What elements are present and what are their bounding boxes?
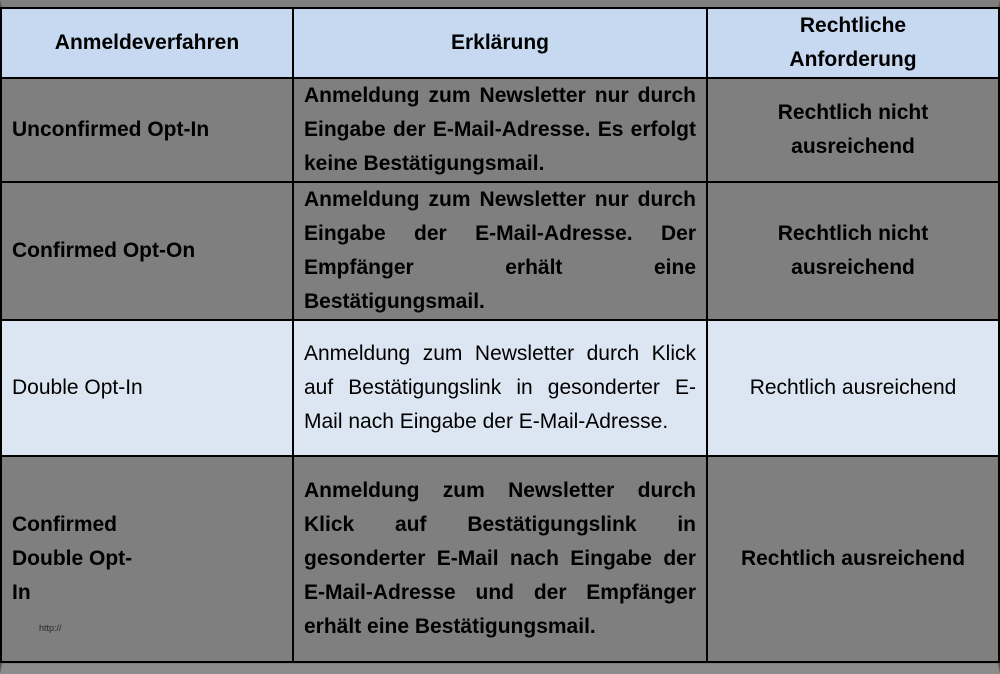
procedure-cell: Confirmed Double Opt-In: [1, 456, 293, 662]
requirement-cell: Rechtlich ausreichend: [707, 320, 999, 456]
opt-in-comparison-table: [0, 7, 1000, 663]
table-row: [1, 456, 999, 662]
procedure-cell: Unconfirmed Opt-In: [1, 78, 293, 182]
table-row: [1, 78, 999, 182]
explanation-cell: Anmeldung zum Newsletter nur durch Eingabe der E-Mail-Adresse. Es erfolgt keine Bestätigungsmail.: [293, 78, 707, 182]
requirement-cell: Rechtlich ausreichend: [707, 456, 999, 662]
explanation-cell: Anmeldung zum Newsletter durch Klick auf Bestätigungslink in gesonderter E-Mail nach Eingabe der E-Mail-Adresse.: [293, 320, 707, 456]
requirement-cell: Rechtlich nicht ausreichend: [707, 78, 999, 182]
table-row: [1, 182, 999, 320]
explanation-cell: Anmeldung zum Newsletter durch Klick auf Bestätigungslink in gesonderter E-Mail nach Eingabe der E-Mail-Adresse und der Empfänger erhält eine Bestätigungsmail.: [293, 456, 707, 662]
procedure-cell: Confirmed Opt-On: [1, 182, 293, 320]
watermark-text: http://: [39, 623, 62, 633]
header-erklaerung: Erklärung: [293, 8, 707, 78]
procedure-cell: Double Opt-In: [1, 320, 293, 456]
header-rechtliche-anforderung: Rechtliche Anforderung: [707, 8, 999, 78]
explanation-cell: Anmeldung zum Newsletter nur durch Eingabe der E-Mail-Adresse. Der Empfänger erhält eine Bestätigungsmail.: [293, 182, 707, 320]
header-anmeldeverfahren: Anmeldeverfahren: [1, 8, 293, 78]
requirement-cell: Rechtlich nicht ausreichend: [707, 182, 999, 320]
header-row: [1, 8, 999, 78]
table-row: [1, 320, 999, 456]
